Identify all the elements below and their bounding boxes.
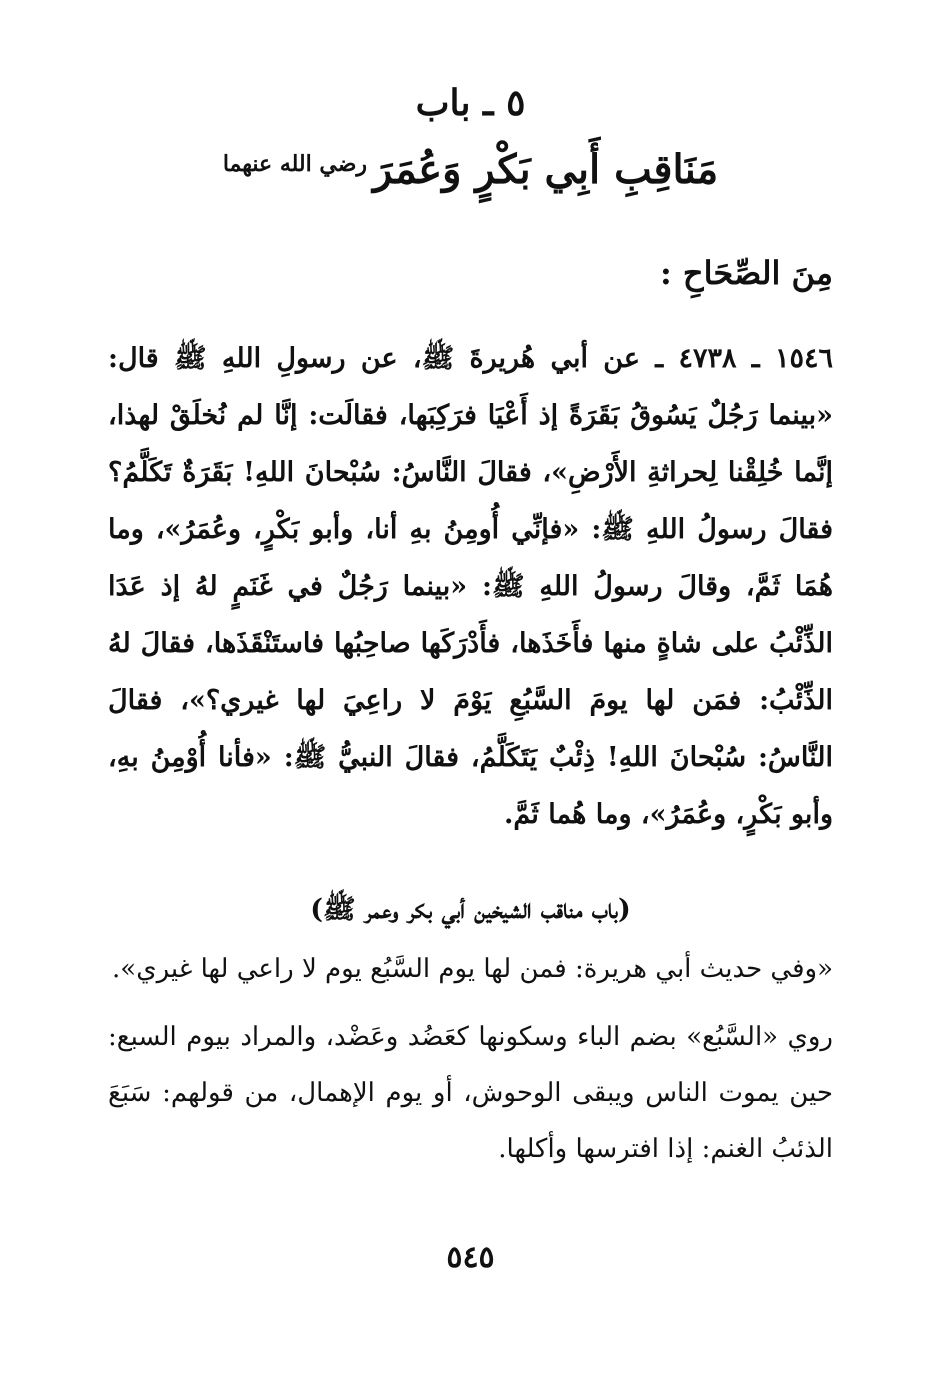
hadith-number: ١٥٤٦ ـ ٤٧٣٨	[678, 343, 834, 374]
section-heading: مِنَ الصِّحَاحِ :	[659, 254, 833, 292]
chapter-label: ٥ ـ باب	[415, 82, 526, 124]
chapter-title	[108, 136, 833, 198]
hadith-paragraph	[108, 330, 833, 843]
chapter-title-text: مَنَاقِبِ أَبِي بَكْرٍ وَعُمَرَ	[373, 146, 719, 193]
page-number: ٥٤٥	[446, 1240, 495, 1275]
commentary-paragraph: «وفي حديث أبي هريرة: فمن لها يوم السَّبُع يوم لا راعي لها غيري».	[112, 954, 833, 984]
commentary-heading: (باب مناقب الشيخين أبي بكر وعمر ﷺ)	[310, 894, 631, 925]
hadith-text: ـ عن أبي هُريرةَ ﷺ، عن رسولِ اللهِ ﷺ قال: «بينما رَجُلٌ يَسُوقُ بَقَرَةً إذ أَعْيَا فرَكِبَها، فقالَت: إنَّا لم نُخلَقْ لهذا، إنَّما خُلِقْنا لِحراثةِ الأَرْضِ»، فقالَ النَّاسُ: سُبْحانَ اللهِ! بَقَرَةٌ تَكَلَّمُ؟ فقالَ رسولُ اللهِ ﷺ: «فإنِّي أُومِنُ بهِ أنا، وأبو بَكْرٍ، وعُمَرُ»، وما هُمَا ثَمَّ، وقالَ رسولُ اللهِ ﷺ: «بينما رَجُلٌ في غَنَمٍ لهُ إذ عَدَا الذِّئْبُ على شاةٍ منها فأَخَذَها، فأَدْرَكَها صاحِبُها فاستَنْقَذَها، فقالَ لهُ الذِّئْبُ: فمَن لها يومَ السَّبُعِ يَوْمَ لا راعِيَ لها غيري؟»، فقالَ النَّاسُ: سُبْحانَ اللهِ! ذِئْبٌ يَتَكَلَّمُ، فقالَ النبيُّ ﷺ: «فأنا أُوْمِنُ بهِ، وأبو بَكْرٍ، وعُمَرُ»، وما هُما ثَمَّ.	[108, 343, 833, 830]
honorific-mark: رضي الله عنهما	[222, 151, 368, 177]
commentary-paragraph: روي «السَّبُع» بضم الباء وسكونها كعَضُد وعَضْد، والمراد بيوم السبع: حين يموت الناس ويبقى الوحوش، أو يوم الإهمال، من قولهم: سَبَعَ الذئبُ الغنم: إذا افترسها وأكلها.	[108, 1022, 833, 1164]
